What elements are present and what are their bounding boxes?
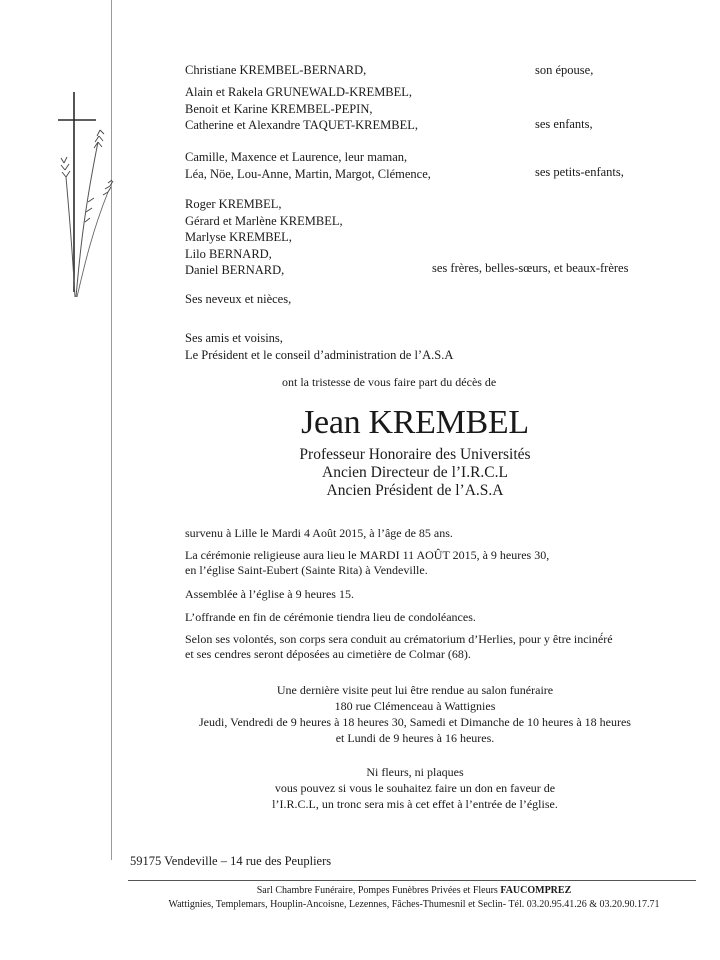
visit-line: Jeudi, Vendredi de 9 heures à 18 heures 30, Samedi et Dimanche de 10 heures à 18 heures xyxy=(199,715,631,729)
offering-text: L’offrande en fin de cérémonie tiendra lieu de condoléances. xyxy=(185,610,476,624)
flowers-line: vous pouvez si vous le souhaitez faire un don en faveur de xyxy=(274,781,556,795)
wishes-block xyxy=(185,632,613,662)
child-name: Benoit et Karine KREMBEL-PEPIN, xyxy=(185,101,373,116)
ceremony-text: La cérémonie religieuse aura lieu le MARDI 11 AOÛT 2015, à 9 heures 30, xyxy=(185,548,550,562)
announcement-line: ont la tristesse de vous faire part du décès de xyxy=(282,375,497,389)
grandchildren-names xyxy=(185,149,431,182)
nephews-line: Ses neveux et nièces, xyxy=(185,292,292,306)
sibling-name: Roger KREMBEL, xyxy=(185,197,282,211)
sibling-name: Gérard et Marlène KREMBEL, xyxy=(185,213,343,228)
offering-line xyxy=(185,610,476,625)
funeral-home-line1 xyxy=(128,884,700,897)
friends-block xyxy=(185,330,453,363)
wishes-text: Selon ses volontés, son corps sera conduit au crématorium d’Herlies, pour y être inciné́ré xyxy=(185,632,613,646)
title-line: Ancien Directeur de l’I.R.C.L xyxy=(322,464,508,481)
visit-line: et Lundi de 9 heures à 16 heures. xyxy=(335,731,495,745)
friends-line: Ses amis et voisins, xyxy=(185,331,283,345)
flowers-block xyxy=(150,764,680,812)
death-text: survenu à Lille le Mardi 4 Août 2015, à l’âge de 85 ans. xyxy=(185,526,453,540)
grandchild-name: Léa, Nöe, Lou-Anne, Martin, Margot, Clémence, xyxy=(185,166,431,181)
visit-block xyxy=(150,682,680,746)
siblings-relation: ses frères, belles-sœurs, et beaux-frères xyxy=(432,261,629,275)
death-line xyxy=(185,526,453,541)
deceased-name: Jean KREMBEL xyxy=(301,404,529,441)
grandchildren-relation: ses petits-enfants, xyxy=(535,165,624,179)
child-name: Alain et Rakela GRUNEWALD-KREMBEL, xyxy=(185,85,413,99)
funeral-home-brand: FAUCOMPREZ xyxy=(500,885,572,896)
footer-divider xyxy=(128,880,696,881)
child-name: Catherine et Alexandre TAQUET-KREMBEL, xyxy=(185,118,418,132)
cross-and-wheat-icon xyxy=(58,92,118,302)
siblings-names xyxy=(185,196,343,279)
visit-line: 180 rue Clémenceau à Wattignies xyxy=(334,699,496,713)
grandchild-name: Camille, Maxence et Laurence, leur maman, xyxy=(185,150,408,164)
family-address: 59175 Vendeville – 14 rue des Peupliers xyxy=(130,854,332,868)
flowers-line: l’I.R.C.L, un tronc sera mis à cet effet à l’entrée de l’église. xyxy=(272,797,558,811)
association-line: Le Président et le conseil d’administration de l’A.S.A xyxy=(185,347,454,362)
spouse-name: Christiane KREMBEL-BERNARD, xyxy=(185,63,367,77)
flowers-line: Ni fleurs, ni plaques xyxy=(366,765,464,779)
children-names xyxy=(185,84,418,134)
ceremony-text: en l’église Saint-Eubert (Sainte Rita) à Vendeville. xyxy=(185,563,428,577)
spouse-names xyxy=(185,62,366,79)
sibling-name: Marlyse KREMBEL, xyxy=(185,230,292,244)
children-relation: ses enfants, xyxy=(535,117,593,131)
funeral-home-description: Sarl Chambre Funéraire, Pompes Funèbres Privées et Fleurs xyxy=(256,885,498,896)
assembly-text: Assemblée à l’église à 9 heures 15. xyxy=(185,587,354,601)
sibling-name: Daniel BERNARD, xyxy=(185,263,285,277)
wishes-text: et ses cendres seront déposées au cimetière de Colmar (68). xyxy=(185,647,471,661)
funeral-home-line2: Wattignies, Templemars, Houplin-Ancoisne, Lezennes, Fâches-Thumesnil et Seclin- Tél. 03.20.95.41.26 & 03.20.90.17.71 xyxy=(168,899,660,910)
sibling-name: Lilo BERNARD, xyxy=(185,246,272,261)
title-line: Professeur Honoraire des Universités xyxy=(299,446,531,463)
deceased-titles xyxy=(150,446,680,500)
spouse-relation: son épouse, xyxy=(535,63,594,77)
assembly-line xyxy=(185,587,354,602)
ceremony-block xyxy=(185,548,549,578)
visit-line: Une dernière visite peut lui être rendue au salon funéraire xyxy=(276,683,554,697)
title-line: Ancien Président de l’A.S.A xyxy=(326,482,504,499)
